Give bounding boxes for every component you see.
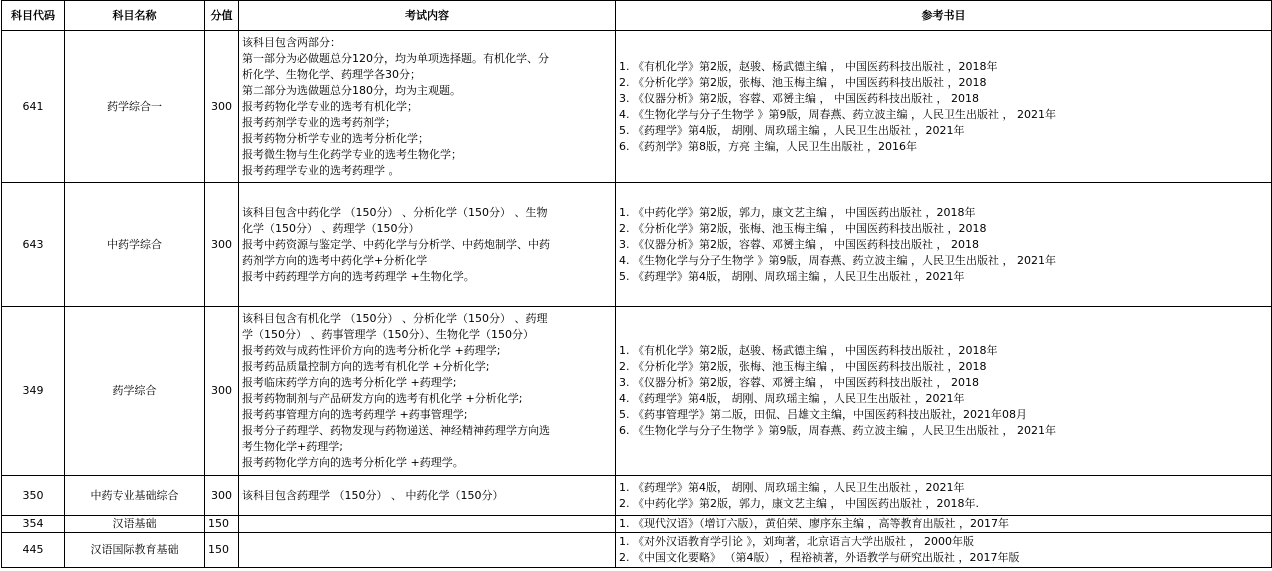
- reference-books: [616, 476, 1272, 516]
- header-score: 分值: [205, 1, 239, 31]
- subject-name: 药学综合一: [65, 31, 205, 183]
- book-line: 3. 《仪器分析》第2版，容蓉、邓赟主编 ， 中国医药科技出版社 ， 2018: [619, 91, 979, 105]
- book-line: 6. 《药剂学》第8版，方亮 主编，人民卫生出版社 ，2016年: [619, 139, 917, 153]
- subject-name: 汉语基础: [65, 516, 205, 533]
- header-exam-content: 考试内容: [239, 1, 616, 31]
- book-line: 2. 《中药化学》第2版，郭力，康文艺主编 ， 中国医药出版社 ，2018年.: [619, 496, 979, 510]
- table-header-row: [2, 1, 1272, 31]
- content-line: 报考药效与成药性评价方向的选考分析化学 +药理学;: [242, 344, 501, 357]
- content-line: 报考药物化学专业的选考有机化学；: [242, 99, 418, 113]
- subject-name: 药学综合: [65, 307, 205, 476]
- reference-books: [616, 533, 1272, 568]
- exam-subjects-table: [1, 0, 1272, 568]
- reference-books: [616, 516, 1272, 533]
- book-line: 4. 《生物化学与分子生物学 》第9版，周春燕、药立波主编 ，人民卫生出版社 ， 2021年: [619, 107, 1056, 121]
- content-line: 学（150分） 、药事管理学（150分）、生物化学（150分）: [242, 328, 534, 341]
- book-line: 5. 《药理学》第4版， 胡刚、周玖瑶主编 ，人民卫生出版社 ，2021年: [619, 123, 965, 137]
- content-line: 该科目包含中药化学 （150分） 、分析化学（150分） 、生物: [242, 205, 548, 219]
- reference-books: [616, 307, 1272, 476]
- book-line: 1. 《有机化学》第2版，赵骏、杨武德主编 ， 中国医药科技出版社 ，2018年: [619, 59, 998, 73]
- book-line: 1. 《对外汉语教育学引论 》，刘珣著，北京语言大学出版社 ， 2000年版: [619, 535, 974, 548]
- content-line: 报考微生物与生化药学专业的选考生物化学；: [242, 147, 462, 161]
- content-line: 该科目包含两部分：: [242, 35, 341, 49]
- subject-score: 300: [205, 31, 239, 183]
- header-subject-name: 科目名称: [65, 1, 205, 31]
- subject-name: 中药学综合: [65, 183, 205, 307]
- book-line: 2. 《分析化学》第2版，张梅、池玉梅主编 ， 中国医药科技出版社 ，2018: [619, 221, 987, 235]
- table-row: [2, 31, 1272, 183]
- subject-score: 300: [205, 476, 239, 516]
- book-line: 5. 《药事管理学》第二版，田侃、吕雄文主编，中国医药科技出版社，2021年08月: [619, 408, 1027, 421]
- subject-code: 643: [2, 183, 65, 307]
- header-reference-books: 参考书目: [616, 1, 1272, 31]
- subject-name: 中药专业基础综合: [65, 476, 205, 516]
- book-line: 2. 《分析化学》第2版，张梅、池玉梅主编 ， 中国医药科技出版社 ，2018: [619, 75, 987, 89]
- subject-score: 150: [205, 533, 239, 568]
- content-line: 报考药剂学专业的选考药剂学；: [242, 115, 396, 129]
- table-row: [2, 516, 1272, 533]
- exam-content: [239, 183, 616, 307]
- content-line: 报考药物制剂与产品研发方向的选考有机化学 +分析化学;: [242, 392, 523, 405]
- subject-code: 354: [2, 516, 65, 533]
- subject-name: 汉语国际教育基础: [65, 533, 205, 568]
- subject-code: 641: [2, 31, 65, 183]
- table-row: [2, 183, 1272, 307]
- subject-code: 350: [2, 476, 65, 516]
- book-line: 4. 《生物化学与分子生物学 》第9版，周春燕、药立波主编 ，人民卫生出版社 ， 2021年: [619, 253, 1056, 267]
- content-line: 药剂学方向的选考中药化学+分析化学: [242, 253, 428, 267]
- content-line: 该科目包含有机化学 （150分） 、分析化学（150分） 、药理: [242, 312, 548, 325]
- content-line: 报考分子药理学、药物发现与药物递送、神经精神药理学方向选: [242, 424, 550, 437]
- book-line: 6. 《生物化学与分子生物学 》第9版，周春燕、药立波主编 ，人民卫生出版社 ， 2021年: [619, 424, 1056, 437]
- book-line: 5. 《药理学》第4版， 胡刚、周玖瑶主编 ，人民卫生出版社 ，2021年: [619, 269, 965, 283]
- content-line: 析化学、生物化学、药理学各30分；: [242, 67, 421, 81]
- content-line: 该科目包含药理学 （150分） 、 中药化学（150分）: [242, 488, 504, 502]
- reference-books: [616, 31, 1272, 183]
- content-line: 报考药物化学方向的选考分析化学 +药理学。: [242, 456, 464, 469]
- book-line: 1. 《有机化学》第2版，赵骏、杨武德主编 ， 中国医药科技出版社 ，2018年: [619, 344, 998, 357]
- book-line: 4. 《药理学》第4版， 胡刚、周玖瑶主编 ，人民卫生出版社 ，2021年: [619, 392, 965, 405]
- reference-books: [616, 183, 1272, 307]
- subject-code: 349: [2, 307, 65, 476]
- content-line: 报考临床药学方向的选考分析化学 +药理学;: [242, 376, 457, 389]
- table-row: [2, 476, 1272, 516]
- content-line: 报考药品质量控制方向的选考有机化学 +分析化学;: [242, 360, 490, 373]
- book-line: 1. 《药理学》第4版， 胡刚、周玖瑶主编 ，人民卫生出版社 ，2021年: [619, 480, 965, 494]
- book-line: 3. 《仪器分析》第2版，容蓉、邓赟主编 ， 中国医药科技出版社 ， 2018: [619, 237, 979, 251]
- content-line: 报考药事管理方向的选考药理学 +药事管理学;: [242, 408, 468, 421]
- book-line: 2. 《分析化学》第2版，张梅、池玉梅主编 ， 中国医药科技出版社 ，2018: [619, 360, 987, 373]
- exam-content: [239, 476, 616, 516]
- content-line: 考生物化学+药理学;: [242, 440, 343, 453]
- content-line: 化学（150分） 、药理学（150分）: [242, 221, 420, 235]
- header-subject-code: 科目代码: [2, 1, 65, 31]
- book-line: 1. 《现代汉语》（增订六版），黄伯荣、廖序东主编 ，高等教育出版社 ，2017年: [619, 517, 1009, 530]
- table-row: [2, 307, 1272, 476]
- subject-score: 150: [205, 516, 239, 533]
- book-line: 3. 《仪器分析》第2版，容蓉、邓赟主编 ， 中国医药科技出版社 ， 2018: [619, 376, 979, 389]
- content-line: 第一部分为必做题总分120分，均为单项选择题。有机化学、分: [242, 51, 549, 65]
- exam-content: [239, 307, 616, 476]
- content-line: 报考中药药理学方向的选考药理学 +生物化学。: [242, 269, 475, 283]
- subject-code: 445: [2, 533, 65, 568]
- content-line: 报考药物分析学专业的选考分析化学；: [242, 131, 429, 145]
- subject-score: 300: [205, 183, 239, 307]
- subject-score: 300: [205, 307, 239, 476]
- book-line: 2. 《中国文化要略》 （第4版） ，程裕祯著，外语教学与研究出版社 ，2017年版: [619, 551, 1020, 564]
- exam-content: [239, 516, 616, 533]
- book-line: 1. 《中药化学》第2版，郭力，康文艺主编 ， 中国医药出版社 ，2018年: [619, 205, 976, 219]
- exam-content: [239, 31, 616, 183]
- content-line: 第二部分为选做题总分180分，均为主观题。: [242, 83, 461, 97]
- content-line: 报考药理学专业的选考药理学 。: [242, 163, 400, 177]
- exam-content: [239, 533, 616, 568]
- content-line: 报考中药资源与鉴定学、中药化学与分析学、中药炮制学、中药: [242, 237, 550, 251]
- table-row: [2, 533, 1272, 568]
